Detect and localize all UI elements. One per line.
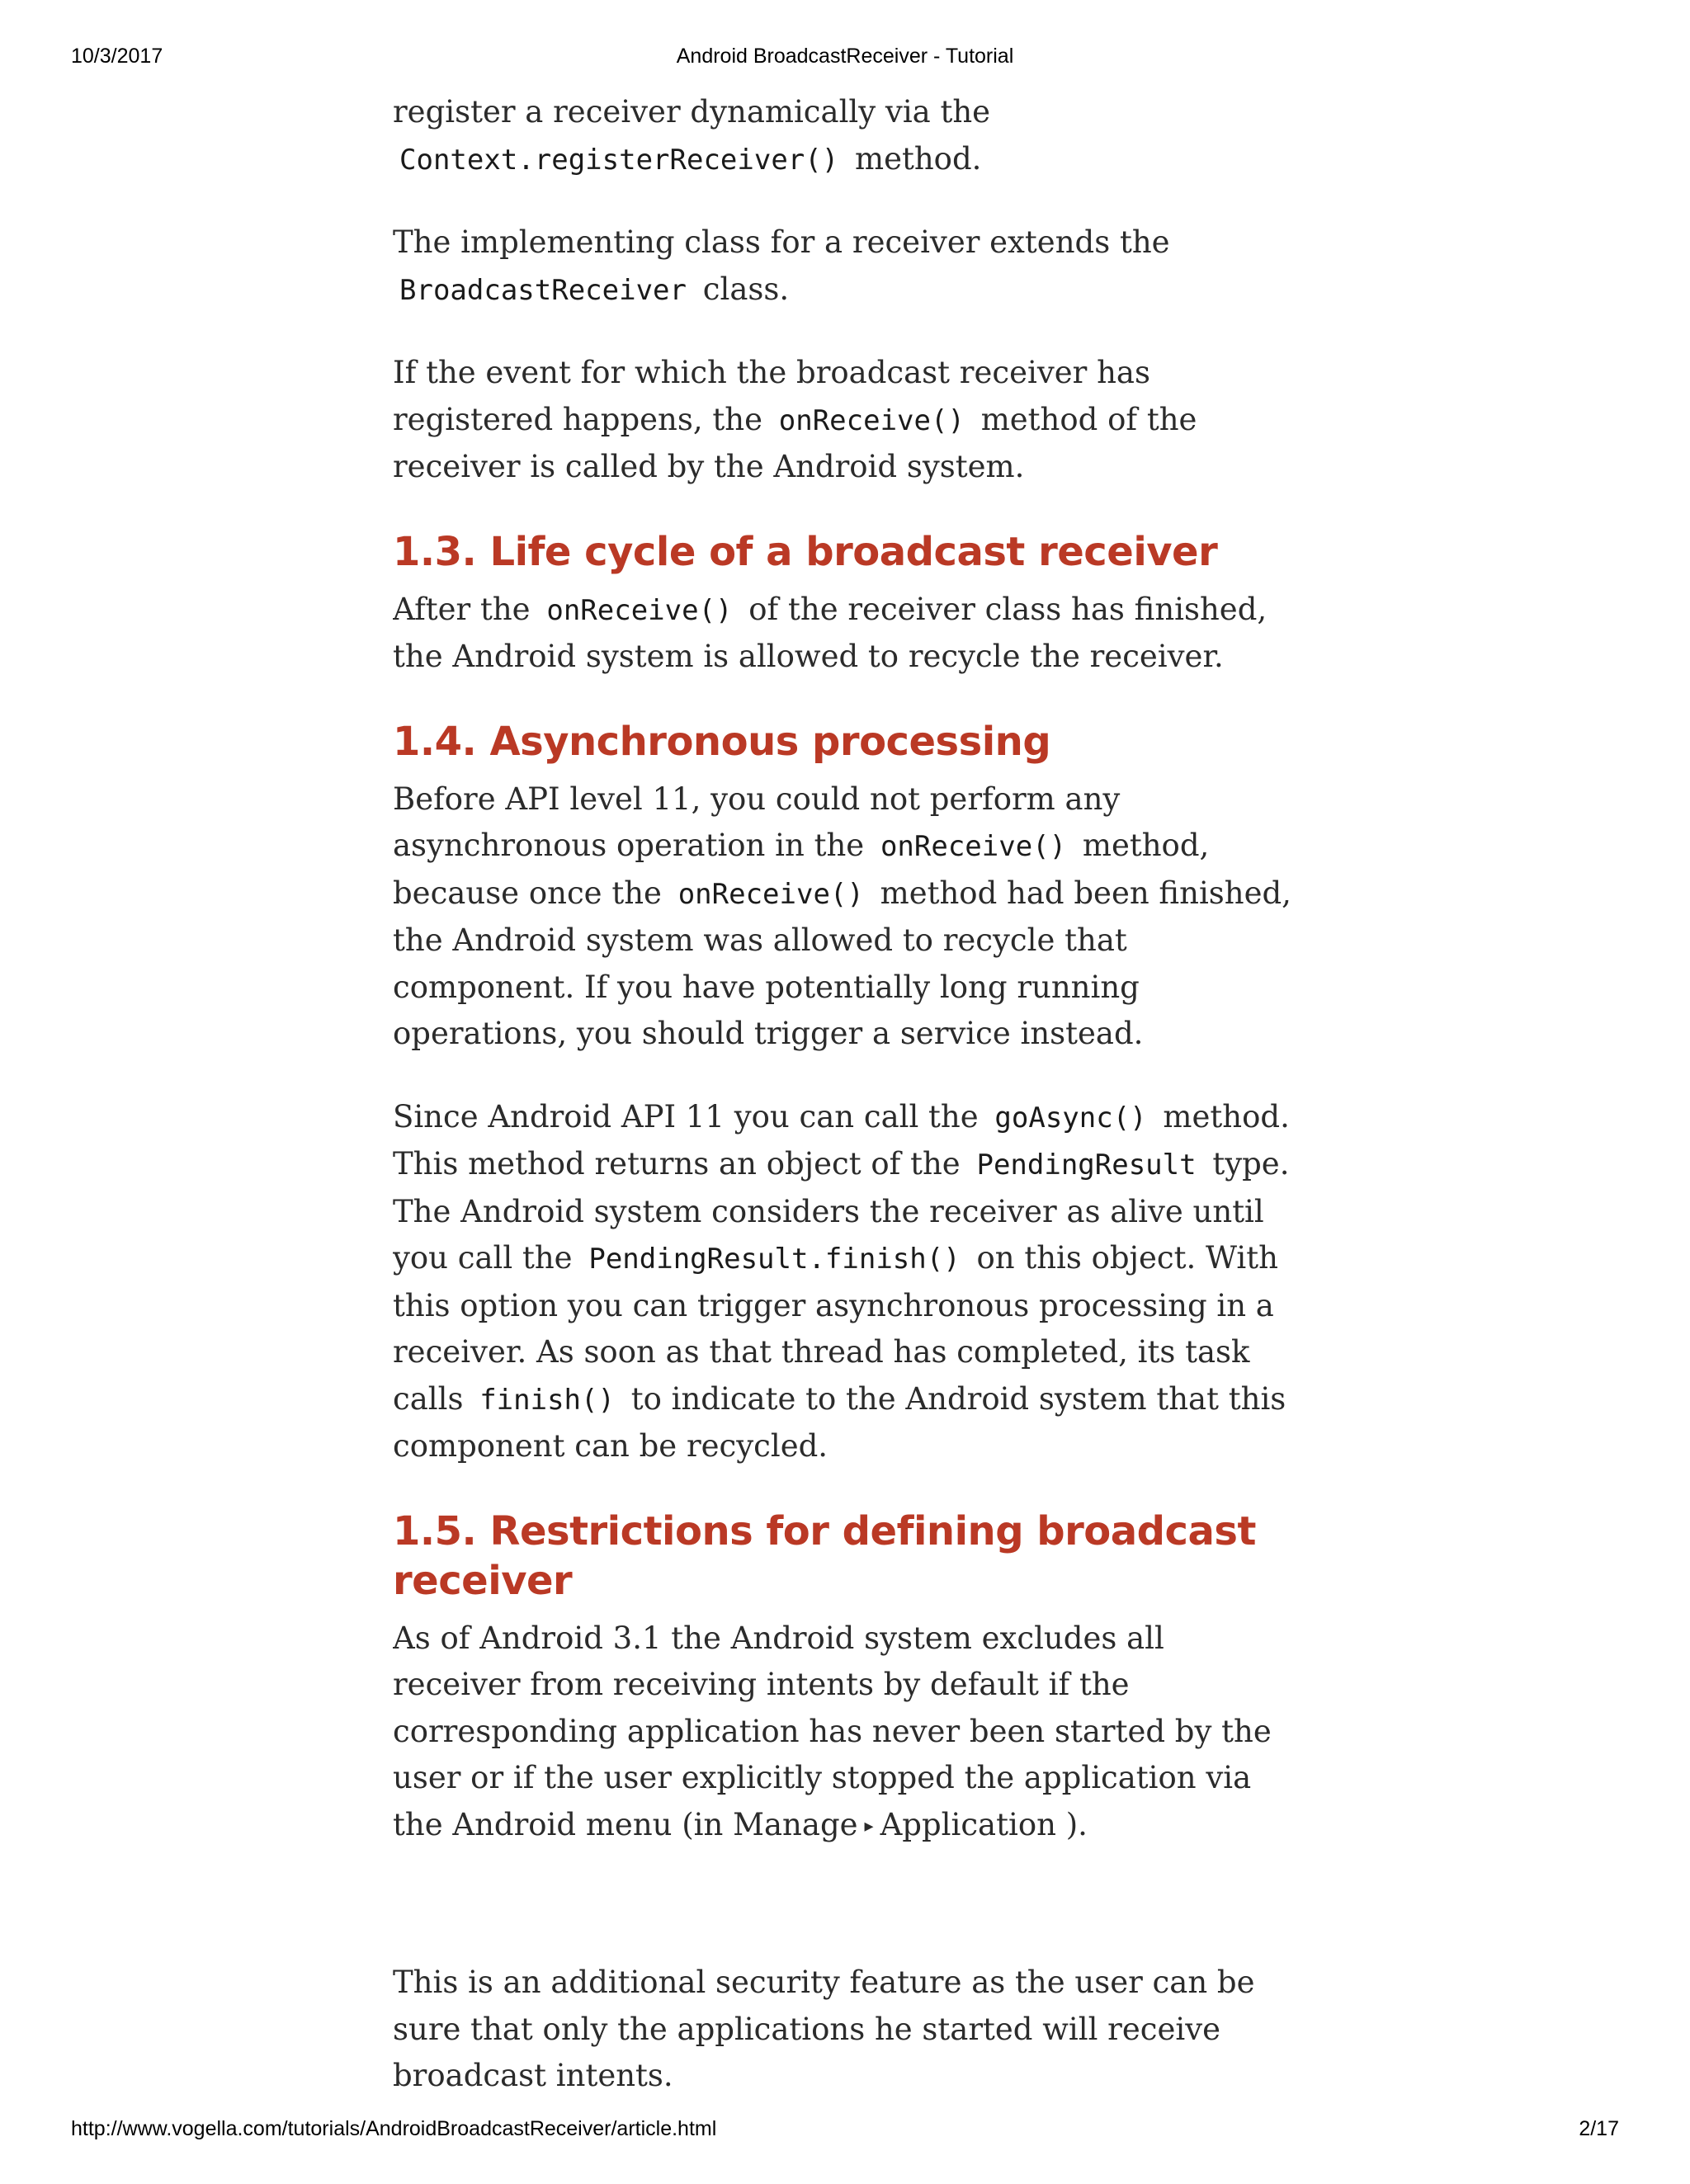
code-broadcastreceiver: BroadcastReceiver [399, 273, 687, 307]
code-goasync: goAsync() [994, 1101, 1147, 1134]
paragraph-security-feature: This is an additional security feature as the user can be sure that only the applications he started will receive broadcast intents. [393, 1965, 1255, 2093]
paragraph-life-cycle: After the onReceive() of the receiver class has finished, the Android system is allowed to recycle the receiver. [393, 591, 1268, 674]
print-page-title: Android BroadcastReceiver - Tutorial [676, 45, 1014, 68]
print-page-number: 2/17 [1579, 2117, 1619, 2140]
code-onreceive: onReceive() [677, 877, 864, 911]
paragraph-register-receiver: register a receiver dynamically via the Context.registerReceiver() method. [393, 94, 991, 177]
menu-sequence [733, 1807, 1056, 1842]
menu-item-manage: Manage [733, 1806, 858, 1842]
spacer [393, 1889, 1301, 1960]
code-pendingresult-finish: PendingResult.finish() [588, 1243, 961, 1276]
print-date: 10/3/2017 [71, 45, 163, 68]
heading-asynchronous-processing: 1.4. Asynchronous processing [393, 718, 1051, 765]
print-url: http://www.vogella.com/tutorials/AndroidBroadcastReceiver/article.html [71, 2117, 717, 2140]
print-header [71, 45, 1619, 71]
paragraph-onreceive-called: If the event for which the broadcast receiver has registered happens, the onReceive() method of the receiver is called by the Android system. [393, 355, 1197, 484]
code-onreceive: onReceive() [778, 403, 965, 437]
menu-item-application: Application [880, 1806, 1056, 1842]
code-context-registerreceiver: Context.registerReceiver() [399, 143, 839, 177]
heading-restrictions: 1.5. Restrictions for defining broadcast receiver [393, 1507, 1256, 1604]
print-footer [71, 2117, 1619, 2144]
code-onreceive: onReceive() [880, 830, 1067, 863]
paragraph-android-3-1: As of Android 3.1 the Android system excludes all receiver from receiving intents by default if the corresponding application has never been started by the user or if the user explicitly stopped the application via the Android menu (in Manage ▸ Application ). [393, 1620, 1272, 1842]
caret-right-icon: ▸ [864, 1815, 874, 1837]
code-finish: finish() [479, 1383, 615, 1417]
code-onreceive: onReceive() [546, 593, 733, 627]
article-body [393, 89, 1301, 2102]
heading-life-cycle: 1.3. Life cycle of a broadcast receiver [393, 528, 1218, 575]
paragraph-implementing-class: The implementing class for a receiver extends the BroadcastReceiver class. [393, 224, 1170, 307]
paragraph-goasync: Since Android API 11 you can call the goAsync() method. This method returns an object of the PendingResult type. The Android system considers the receiver as alive until you call the PendingResult.finish() on this object. With this option you can trigger asynchronous processing in a receiver. As soon as that thread has completed, its task calls finish() to indicate to the Android system that this component can be recycled. [393, 1098, 1290, 1464]
code-pendingresult: PendingResult [976, 1149, 1197, 1182]
paragraph-before-api-11: Before API level 11, you could not perform any asynchronous operation in the onReceive() method, because once the onReceive() method had been finished, the Android system was allowed to recycle that component. If you have potentially long running operations, you should trigger a service instead. [393, 781, 1291, 1051]
